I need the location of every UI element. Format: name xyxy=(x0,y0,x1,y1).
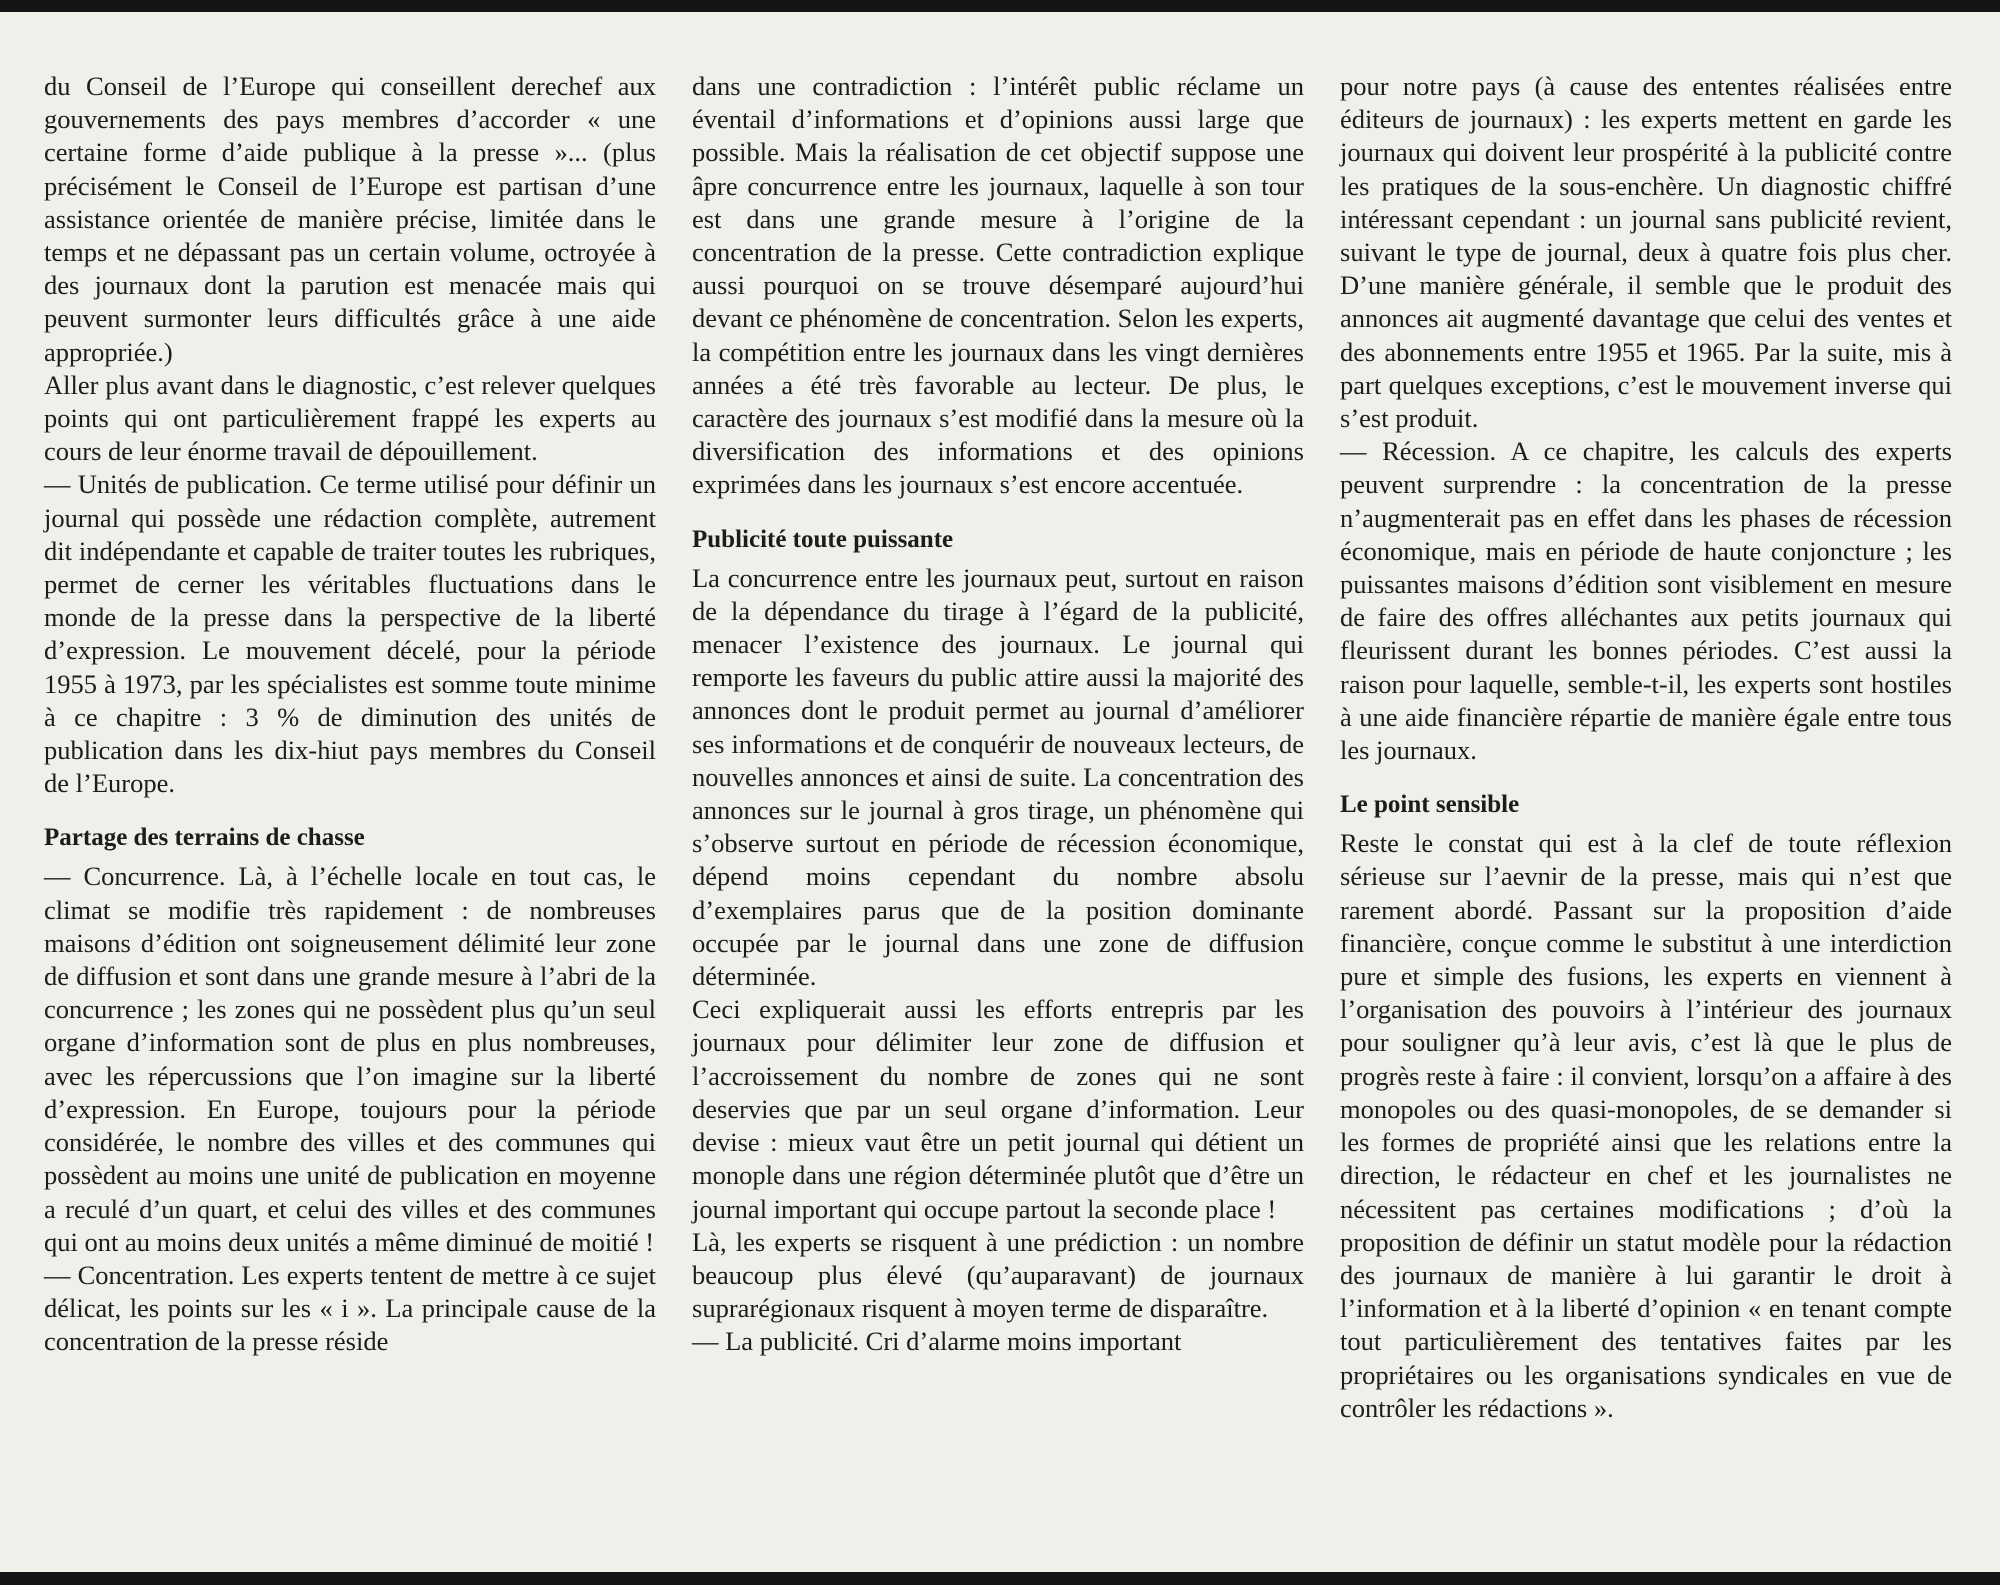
paragraph: — Récession. A ce chapitre, les calculs des experts peuvent surprendre : la concentration de la presse n’augmenterait pas en effet dans les phases de récession économique, mais en période de haute conjoncture ; les puissantes maisons d’édition sont visiblement en mesure de faire des offres alléchantes aux petits journaux qui fleurissent durant les bonnes périodes. C’est aussi la raison pour laquelle, semble-t-il, les experts sont hostiles à une aide financière répartie de manière égale entre tous les journaux. xyxy=(1340,436,1952,766)
top-rule xyxy=(0,0,2000,12)
paragraph: Reste le constat qui est à la clef de toute réflexion sérieuse sur l’aevnir de la presse, mais qui n’est que rarement abordé. Passant sur la proposition d’aide financière, conçue comme le substitut à une interdiction pure et simple des fusions, les experts en viennent à l’organisation des pouvoirs à l’intérieur des journaux pour souligner qu’à leur avis, c’est là que le plus de progrès reste à faire : il convient, lorsqu’on a affaire à des monopoles ou des quasi-monopoles, de se demander si les formes de propriété ainsi que les relations entre la direction, le rédacteur en chef et les journalistes ne nécessitent pas certaines modifications ; d’où la proposition de définir un statut modèle pour la rédaction des journaux de manière à lui garantir le droit à l’information et à la liberté d’opinion « en tenant compte tout particulièrement des tentatives faites par les propriétaires ou les organisations syndicales en vue de contrôler les rédactions ». xyxy=(1340,828,1952,1423)
paragraph: Aller plus avant dans le diagnostic, c’est relever quelques points qui ont particulièrement frappé les experts au cours de leur énorme travail de dépouillement. xyxy=(44,369,656,467)
paragraph: du Conseil de l’Europe qui conseillent derechef aux gouvernements des pays membres d’accorder « une certaine forme d’aide publique à la presse »... (plus précisément le Conseil de l’Europe est partisan d’une assistance orientée de manière précise, limitée dans le temps et ne dépassant pas un certain volume, octroyée à des journaux dont la parution est menacée mais qui peuvent surmonter leurs difficultés grâce à une aide appropriée.) xyxy=(44,71,656,367)
column-3 xyxy=(1340,70,1952,1425)
paragraph: — Concentration. Les experts tentent de mettre à ce sujet délicat, les points sur les « i ». La principale cause de la concentration de la presse réside xyxy=(44,1259,656,1357)
paragraph: Ceci expliquerait aussi les efforts entrepris par les journaux pour délimiter leur zone de diffusion et l’accroissement du nombre de zones qui ne sont deservies que par un seul organe d’information. Leur devise : mieux vaut être un petit journal qui détient un monople dans une région déterminée plutôt que d’être un journal important qui occupe partout la seconde place ! xyxy=(692,994,1304,1224)
paragraph: — Concurrence. Là, à l’échelle locale en tout cas, le climat se modifie très rapidement : de nombreuses maisons d’édition ont soigneusement délimité leur zone de diffusion et sont dans une grande mesure à l’abri de la concurrence ; les zones qui ne possèdent plus qu’un seul organe d’information sont de plus en plus nombreuses, avec les répercussions que l’on imagine sur la liberté d’expression. En Europe, toujours pour la période considérée, le nombre des villes et des communes qui possèdent au moins une unité de publication en moyenne a reculé d’un quart, et celui des villes et des communes qui ont au moins deux unités a même diminué de moitié ! xyxy=(44,861,656,1257)
column-1 xyxy=(44,70,656,1359)
section-heading: Publicité toute puissante xyxy=(692,525,954,553)
paragraph: Là, les experts se risquent à une prédiction : un nombre beaucoup plus élevé (qu’auparavant) de journaux suprarégionaux risquent à moyen terme de disparaître. xyxy=(692,1226,1304,1324)
paragraph: dans une contradiction : l’intérêt public réclame un éventail d’informations et d’opinions aussi large que possible. Mais la réalisation de cet objectif suppose une âpre concurrence entre les journaux, laquelle à son tour est dans une grande mesure à l’origine de la concentration de la presse. Cette contradiction explique aussi pourquoi on se trouve désemparé aujourd’hui devant ce phénomène de concentration. Selon les experts, la compétition entre les journaux dans les vingt dernières années a été très favorable au lecteur. De plus, le caractère des journaux s’est modifié dans la mesure où la diversification des informations et des opinions exprimées dans les journaux s’est encore accentuée. xyxy=(692,71,1304,500)
paragraph: — Unités de publication. Ce terme utilisé pour définir un journal qui possède une rédaction complète, autrement dit indépendante et capable de traiter toutes les rubriques, permet de cerner les véritables fluctuations dans le monde de la presse dans la perspective de la liberté d’expression. Le mouvement décelé, pour la période 1955 à 1973, par les spécialistes est somme toute minime à ce chapitre : 3 % de diminution des unités de publication dans les dix-hiut pays membres du Conseil de l’Europe. xyxy=(44,469,656,799)
paragraph: La concurrence entre les journaux peut, surtout en raison de la dépendance du tirage à l’égard de la publicité, menacer l’existence des journaux. Le journal qui remporte les faveurs du public attire aussi la majorité des annonces dont le produit permet au journal d’améliorer ses informations et de conquérir de nouveaux lecteurs, de nouvelles annonces et ainsi de suite. La concentration des annonces sur le journal à gros tirage, un phénomène qui s’observe surtout en période de récession économique, dépend moins cependant du nombre absolu d’exemplaires parus que de la position dominante occupée par le journal dans une zone de diffusion déterminée. xyxy=(692,562,1304,992)
section-heading: Le point sensible xyxy=(1340,791,1520,819)
bottom-rule xyxy=(0,1572,2000,1585)
column-2 xyxy=(692,70,1304,1359)
section-heading: Partage des terrains de chasse xyxy=(44,824,365,852)
paragraph: — La publicité. Cri d’alarme moins important xyxy=(692,1326,1182,1357)
paragraph: pour notre pays (à cause des ententes réalisées entre éditeurs de journaux) : les experts mettent en garde les journaux qui doivent leur prospérité à la publicité contre les pratiques de la sous-enchère. Un diagnostic chiffré intéressant cependant : un journal sans publicité revient, suivant le type de journal, deux à quatre fois plus cher. D’une manière générale, il semble que le produit des annonces ait augmenté davantage que celui des ventes et des abonnements entre 1955 et 1965. Par la suite, mis à part quelques exceptions, c’est le mouvement inverse qui s’est produit. xyxy=(1340,71,1952,434)
